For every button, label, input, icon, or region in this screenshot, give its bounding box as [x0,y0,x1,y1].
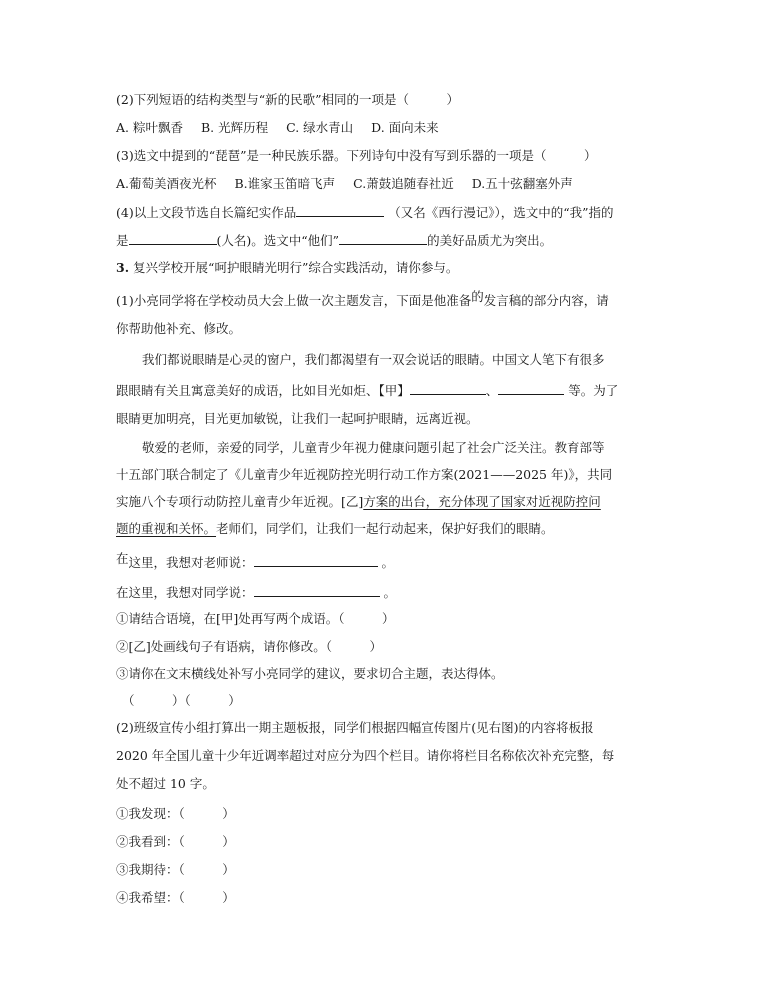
student-end: 。 [383,585,397,600]
speech-p1-text-a: 跟眼睛有关且寓意美好的成语，比如目光如炬、【甲】 [116,383,410,398]
q4-line-2 [116,231,552,250]
speech-p2-text-b: 老师们，同学们，让我们一起行动起来，保护好我们的眼睛。 [216,521,554,536]
column-item-1: ①我发现：（ ） [116,806,235,821]
sub2-line-2: 2020 年全国儿童十少年近调率超过对应分为四个栏目。请你将栏目名称依次补充完整，每 [116,748,615,763]
speech-p1-line-3: 眼睛更加明亮，目光更加敏锐，让我们一起呵护眼睛，远离近视。 [116,411,479,426]
q3-stem: (3)选文中提到的“琵琶”是一种民族乐器。下列诗句中没有写到乐器的一项是（ ） [116,148,597,163]
student-suggestion-blank[interactable] [254,583,380,597]
student-text: 在这里，我想对同学说： [116,585,254,600]
task-3: ③请你在文末横线处补写小亮同学的建议，要求切合主题，表达得体。 [116,666,504,681]
sub1-text-b: 发言稿的部分内容，请 [483,293,609,308]
q3-option-d: D.五十弦翻塞外声 [471,176,573,191]
sub1-text-de: 的 [471,289,484,304]
task-2: ②[乙]处画线句子有语病，请你修改。（ ） [116,639,383,654]
q2-option-a: A. 粽叶飘香 [116,120,183,135]
document-page [116,0,656,1000]
sub2-line-1: (2)班级宣传小组打算出一期主题板报，同学们根据四幅宣传图片(见右图)的内容将板报 [116,720,594,735]
teacher-end: 。 [381,555,395,570]
q4-blank-quality[interactable] [339,231,427,245]
q3-option-b: B.谁家玉笛暗飞声 [234,176,336,191]
column-item-3: ③我期待：（ ） [116,862,235,877]
q2-option-c: C. 绿水青山 [286,120,354,135]
speech-p1-line-1: 我们都说眼睛是心灵的窗户，我们都渴望有一双会说话的眼睛。中国文人笔下有很多 [142,352,605,367]
q3-option-a: A.葡萄美酒夜光杯 [116,176,217,191]
q2-options [116,119,453,137]
q2-stem: (2)下列短语的结构类型与“新的民歌”相同的一项是（ ） [116,92,459,107]
speech-p1-text-b: 、 [485,383,499,398]
teacher-suggestion-line [116,553,394,572]
speech-p2-line-3 [116,493,601,511]
q4-text-1: (4)以上文段节选自长篇纪实作品 [116,205,297,220]
section3-number: 3. [116,260,130,275]
student-suggestion-line [116,583,396,602]
q2-option-b: B. 光辉历程 [200,120,269,135]
idiom-blank-2[interactable] [498,381,564,395]
q4-text-2: （又名《西行漫记》），选文中的“我”指的 [388,205,614,220]
q2-option-d: D. 面向未来 [371,120,439,135]
q4-text-5: 的美好品质尤为突出。 [427,233,553,248]
q4-text-4: (人名)。选文中“他们” [216,233,340,248]
teacher-text-zai: 在 [116,551,129,566]
speech-p2-text-a: 实施八个专项行动防控儿童青少年近视。[乙] [116,494,364,509]
q3-options [116,175,587,193]
speech-p2-line-1: 敬爱的老师，亲爱的同学，儿童青少年视力健康问题引起了社会广泛关注。教育部等 [142,440,605,455]
idiom-blank-1[interactable] [410,381,486,395]
q4-blank-person[interactable] [129,231,217,245]
sub2-line-3: 处不超过 10 字。 [116,776,215,791]
q3-option-c: C.萧鼓追随春社近 [353,176,454,191]
speech-p1-text-c: 等。为了 [568,383,619,398]
q4-line-1 [116,203,614,222]
q4-text-3: 是 [116,233,129,248]
faulty-sentence-part-1: 方案的出台，充分体现了国家对近视防控问 [363,494,601,509]
speech-p2-line-2: 十五部门联合制定了《儿童青少年近视防控光明行动工作方案(2021——2025 年)》，共同 [116,467,613,482]
teacher-suggestion-blank[interactable] [254,553,378,567]
teacher-text: 这里，我想对老师说： [128,555,254,570]
column-item-2: ②我看到：（ ） [116,834,235,849]
sub1-line-1 [116,289,609,310]
sub1-text-a: (1)小亮同学将在学校动员大会上做一次主题发言，下面是他准备 [116,293,472,308]
sub1-line-2: 你帮助他补充、修改。 [116,321,242,336]
section3-title [116,259,458,277]
faulty-sentence-part-2: 题的重视和关怀。 [116,521,217,536]
speech-p2-line-4 [116,520,554,538]
section3-title-text: 复兴学校开展“呵护眼睛光明行”综合实践活动，请你参与。 [133,260,459,275]
q4-blank-book[interactable] [296,203,384,217]
task-1: ①请结合语境，在[甲]处再写两个成语。（ ） [116,611,395,626]
task-3-answer: （ ）（ ） [122,693,241,708]
column-item-4: ④我希望：（ ） [116,890,235,905]
speech-p1-line-2 [116,381,618,400]
